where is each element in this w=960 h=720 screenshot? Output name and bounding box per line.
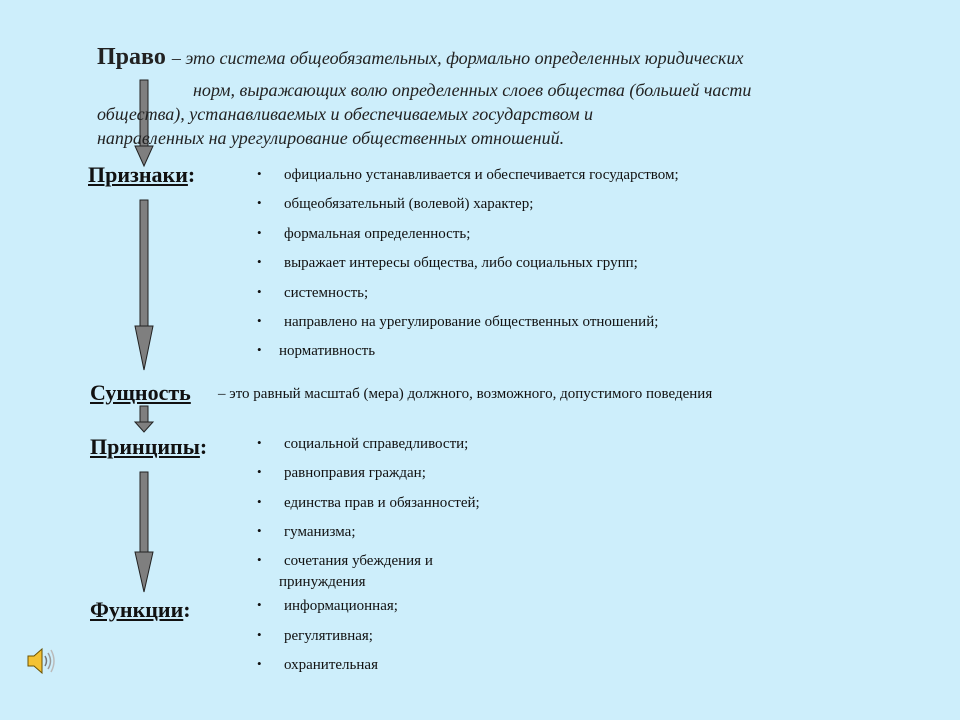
principles-heading-text: Принципы <box>90 434 200 459</box>
functions-item: информационная; <box>284 598 398 614</box>
bullet-icon: • <box>257 225 262 240</box>
functions-heading <box>90 597 191 623</box>
functions-item: регулятивная; <box>284 628 373 644</box>
bullet-icon: • <box>257 166 262 181</box>
bullet-icon: • <box>257 313 262 328</box>
principles-item: равноправия граждан; <box>284 465 426 481</box>
principles-item-continuation: принуждения <box>279 574 366 590</box>
bullet-icon: • <box>257 523 262 538</box>
functions-heading-text: Функции <box>90 597 184 622</box>
definition-text-line1: – это система общеобязательных, формально определенных юридических <box>171 48 744 68</box>
bullet-icon: • <box>257 284 262 299</box>
definition-first-line <box>97 44 897 71</box>
bullet-icon: • <box>257 494 262 509</box>
features-item: общеобязательный (волевой) характер; <box>284 196 534 212</box>
speaker-icon[interactable] <box>24 644 58 678</box>
bullet-icon: • <box>257 342 262 357</box>
bullet-icon: • <box>257 195 262 210</box>
features-heading <box>88 162 195 188</box>
features-item: направлено на урегулирование общественных отношений; <box>284 314 659 330</box>
bullet-icon: • <box>257 597 262 612</box>
bullet-icon: • <box>257 627 262 642</box>
principles-item: социальной справедливости; <box>284 436 469 452</box>
features-item: формальная определенность; <box>284 226 471 242</box>
essence-definition: – это равный масштаб (мера) должного, возможного, допустимого поведения <box>218 386 713 402</box>
down-arrow-icon <box>135 472 153 592</box>
bullet-icon: • <box>257 464 262 479</box>
definition-term: Право <box>97 44 166 70</box>
features-heading-text: Признаки <box>88 162 188 187</box>
features-item: системность; <box>284 285 369 301</box>
features-heading-colon: : <box>187 162 196 187</box>
bullet-icon: • <box>257 435 262 450</box>
bullet-icon: • <box>257 656 262 671</box>
functions-item: охранительная <box>284 657 378 673</box>
features-item: выражает интересы общества, либо социальных групп; <box>284 255 638 271</box>
features-item: официально устанавливается и обеспечивается государством; <box>284 167 679 183</box>
bullet-icon: • <box>257 254 262 269</box>
definition-text-line2: норм, выражающих волю определенных слоев общества (большей части <box>193 80 752 100</box>
down-arrow-icon <box>135 200 153 370</box>
principles-heading <box>90 434 207 460</box>
principles-item: гуманизма; <box>284 524 356 540</box>
definition-text-line3: общества), устанавливаемых и обеспечиваемых государством и <box>97 104 594 124</box>
features-item: нормативность <box>279 343 376 359</box>
principles-item: сочетания убеждения и <box>284 553 433 569</box>
principles-item: единства прав и обязанностей; <box>284 495 480 511</box>
functions-heading-colon: : <box>183 597 191 622</box>
down-arrow-icon <box>135 406 153 432</box>
definition-text-line4: направленных на урегулирование общественных отношений. <box>97 128 565 148</box>
essence-heading-text: Сущность <box>90 380 191 405</box>
essence-heading <box>90 380 191 406</box>
principles-heading-colon: : <box>199 434 208 459</box>
bullet-icon: • <box>257 552 262 567</box>
